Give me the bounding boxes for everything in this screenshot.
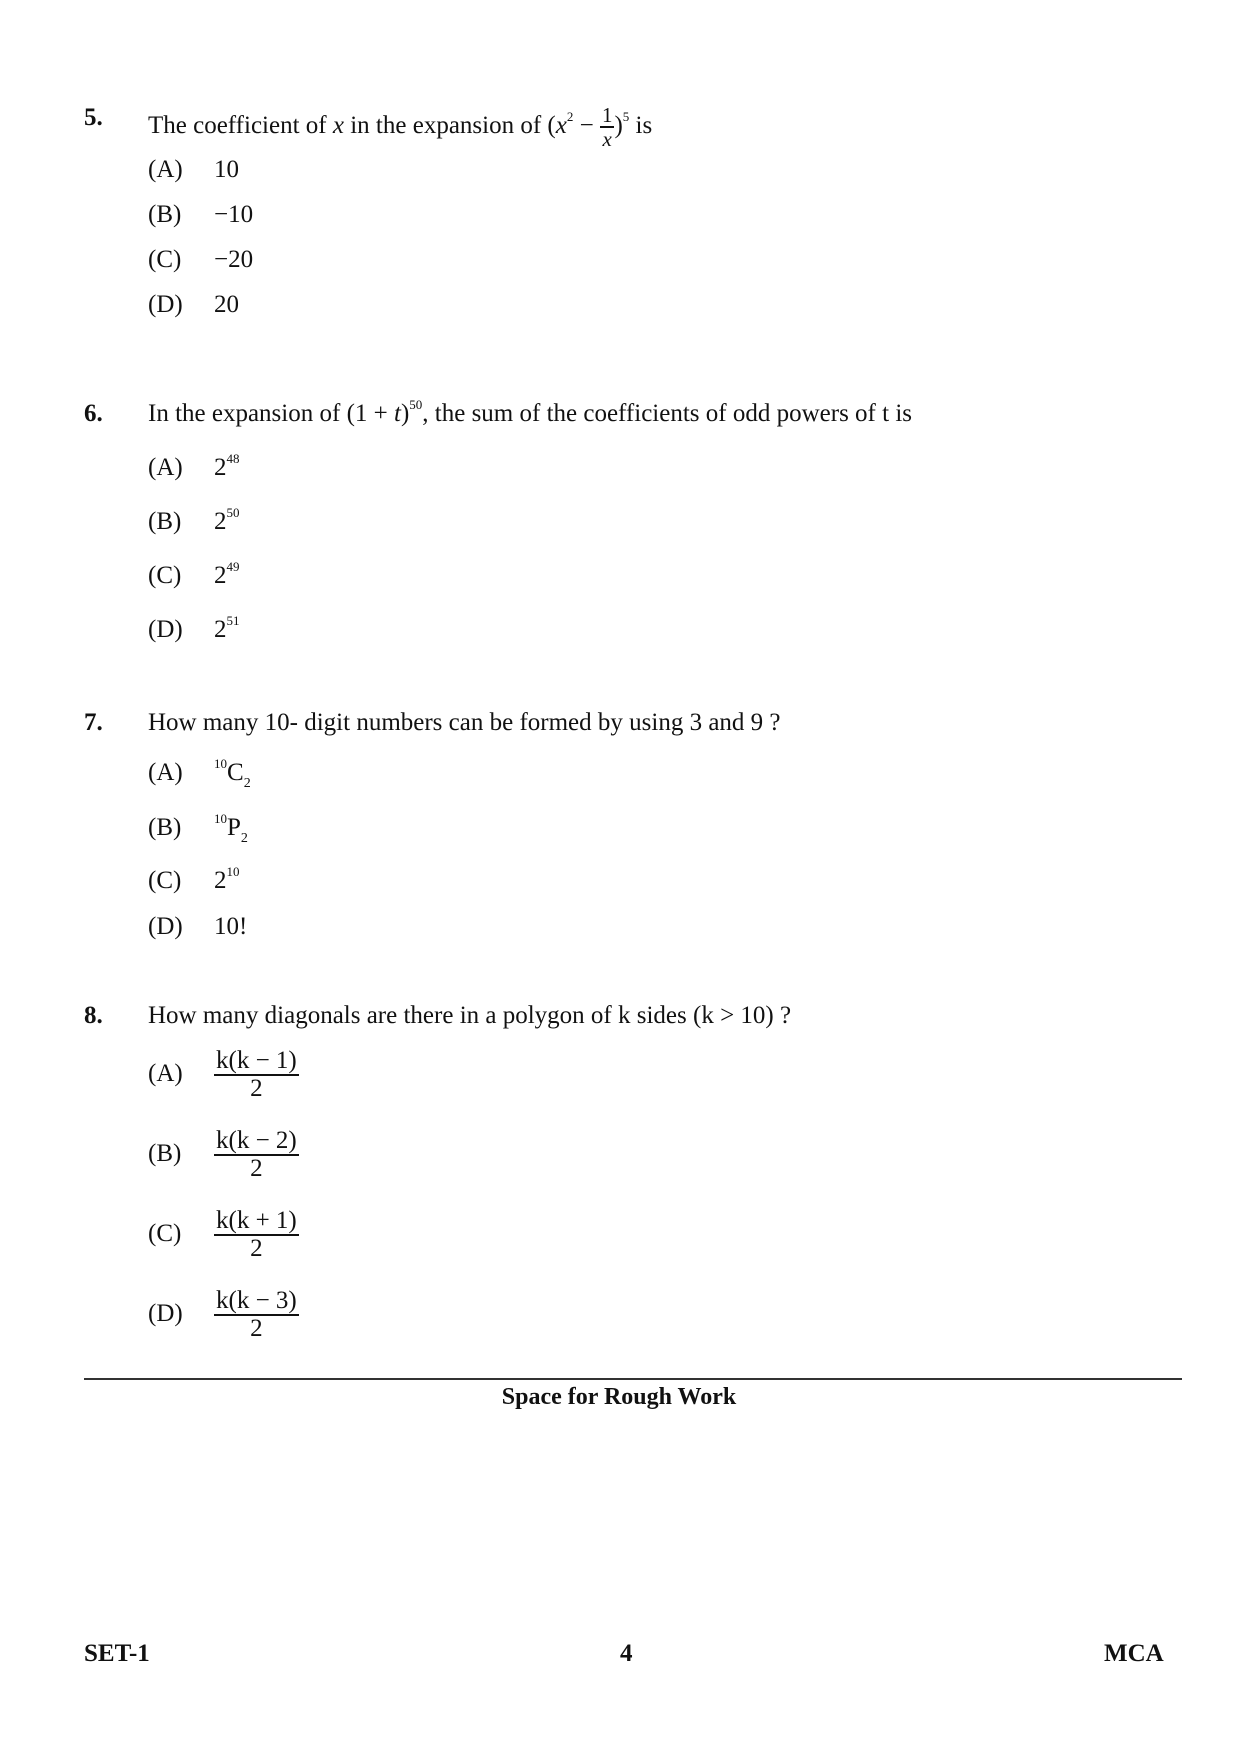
fraction: $\frac{k(k - 2)}{2}$ xyxy=(216,1127,297,1183)
math-expression: ($x^2$ − $\frac{1}{x}$ )$^5$ xyxy=(547,103,630,152)
fraction: $\frac{k(k - 3)}{2}$ xyxy=(216,1287,297,1343)
option-c[interactable]: (C) $2^{10}$ xyxy=(148,864,240,894)
question-text: The coefficient of x in the expansion of ($x^2$ − $\frac{1}{x}$ )$^5$ is xyxy=(148,103,653,152)
divider xyxy=(84,1378,1182,1380)
fraction: $\frac{k(k + 1)}{2}$ xyxy=(216,1207,297,1263)
fraction: $\frac{k(k - 1)}{2}$ xyxy=(216,1047,297,1103)
rough-work-heading: Space for Rough Work xyxy=(501,1384,737,1410)
question-number: 8. xyxy=(84,1002,103,1029)
option-a[interactable]: (A) $2^{48}$ xyxy=(148,451,240,481)
footer-course: MCA xyxy=(1104,1640,1164,1667)
question-text: In the expansion of $(1 + t)^{50}$, the sum of the coefficients of odd powers of t is xyxy=(148,397,912,427)
option-a[interactable]: (A) 10 xyxy=(148,156,239,183)
option-d[interactable]: (D) $2^{51}$ xyxy=(148,613,240,643)
option-b[interactable]: (B) $^{10}P_2$ xyxy=(148,811,248,846)
question-text: How many diagonals are there in a polygon of k sides (k > 10) ? xyxy=(148,1002,792,1029)
fraction: $\frac{1}{x}$ xyxy=(601,103,613,152)
option-b[interactable]: (B) −10 xyxy=(148,201,254,228)
option-d[interactable]: (D) 20 xyxy=(148,291,239,318)
option-c[interactable]: (C) $\frac{k(k + 1)}{2}$ xyxy=(148,1207,297,1263)
footer-set: SET-1 xyxy=(84,1640,150,1667)
option-c[interactable]: (C) $2^{49}$ xyxy=(148,559,240,589)
option-b[interactable]: (B) $\frac{k(k - 2)}{2}$ xyxy=(148,1127,297,1183)
option-d[interactable]: (D) $\frac{k(k - 3)}{2}$ xyxy=(148,1287,297,1343)
page-number: 4 xyxy=(620,1640,633,1667)
question-number: 5. xyxy=(84,104,103,131)
question-number: 7. xyxy=(84,709,103,736)
question-number: 6. xyxy=(84,400,103,427)
option-a[interactable]: (A) $^{10}C_2$ xyxy=(148,756,251,791)
math-expression: $(1 + t)^{50}$ xyxy=(346,397,423,427)
option-c[interactable]: (C) −20 xyxy=(148,246,254,273)
option-a[interactable]: (A) $\frac{k(k - 1)}{2}$ xyxy=(148,1047,297,1103)
question-text: How many 10- digit numbers can be formed by using 3 and 9 ? xyxy=(148,709,781,736)
option-b[interactable]: (B) $2^{50}$ xyxy=(148,505,240,535)
option-d[interactable]: (D) 10! xyxy=(148,913,248,940)
